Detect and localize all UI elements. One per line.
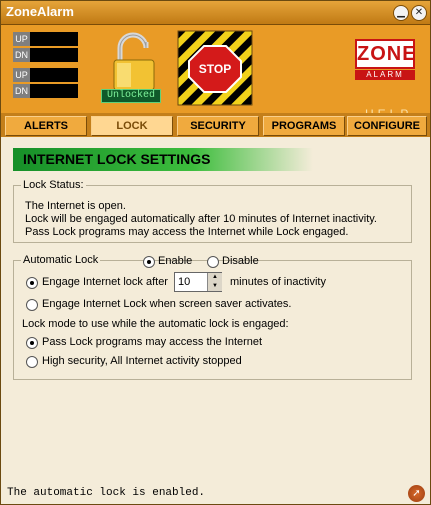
lock-status-indicator: Unlocked	[101, 89, 161, 103]
traffic-bar	[30, 32, 78, 46]
panel-title: INTERNET LOCK SETTINGS	[23, 151, 211, 167]
arrow-button-icon[interactable]: ➚	[408, 485, 425, 502]
logo-alarm: ALARM	[355, 70, 415, 80]
traffic-bar	[30, 84, 78, 98]
tab-programs[interactable]: PROGRAMS	[263, 116, 345, 136]
zonealarm-logo	[355, 39, 415, 80]
status-text: The automatic lock is enabled.	[7, 487, 206, 499]
minutes-stepper[interactable]	[174, 272, 222, 292]
padlock-open-icon[interactable]	[111, 32, 157, 92]
dn-label: DN	[15, 86, 28, 96]
window-title: ZoneAlarm	[6, 4, 74, 19]
tab-bar	[1, 113, 430, 137]
up-label: UP	[13, 32, 30, 46]
high-security-label[interactable]: High security, All Internet activity stopped	[42, 355, 242, 367]
stop-label: STOP	[198, 62, 232, 76]
lock-status-line-3: Pass Lock programs may access the Internet while Lock engaged.	[25, 226, 349, 238]
engage-after-radio[interactable]	[26, 277, 38, 289]
engage-after-label[interactable]: Engage Internet lock after	[42, 276, 168, 288]
lock-mode-prompt: Lock mode to use while the automatic lock is engaged:	[22, 318, 289, 330]
close-button[interactable]: ✕	[411, 5, 427, 21]
enable-label[interactable]: Enable	[158, 255, 193, 267]
download-meter-2	[13, 84, 78, 98]
minimize-button[interactable]: ▁	[393, 5, 409, 21]
stepper-up-arrow-icon[interactable]: ▲	[207, 273, 222, 282]
traffic-bar	[30, 68, 78, 82]
download-meter-1	[13, 48, 78, 62]
lock-status-legend: Lock Status:	[23, 179, 84, 191]
lock-status-line-2: Lock will be engaged automatically after 10 minutes of Internet inactivity.	[25, 213, 377, 225]
minutes-input[interactable]	[175, 273, 205, 291]
panel-header	[13, 148, 313, 171]
pass-lock-label[interactable]: Pass Lock programs may access the Internet	[42, 336, 263, 348]
high-security-radio[interactable]	[26, 356, 38, 368]
disable-label[interactable]: Disable	[222, 255, 259, 267]
screensaver-radio[interactable]	[26, 299, 38, 311]
title-bar[interactable]	[1, 1, 430, 25]
control-panel	[1, 25, 430, 113]
tab-lock[interactable]: LOCK	[91, 116, 173, 136]
dn-label: DN	[15, 50, 28, 60]
tab-alerts[interactable]: ALERTS	[5, 116, 87, 136]
upload-meter-1	[13, 32, 78, 46]
minutes-suffix: minutes of inactivity	[230, 276, 326, 288]
screensaver-label[interactable]: Engage Internet Lock when screen saver activates.	[42, 298, 292, 310]
tab-security[interactable]: SECURITY	[177, 116, 259, 136]
enable-radio[interactable]	[143, 256, 155, 268]
lock-status-line-1: The Internet is open.	[25, 200, 126, 212]
pass-lock-radio[interactable]	[26, 337, 38, 349]
automatic-lock-legend: Automatic Lock	[23, 254, 99, 266]
stepper-down-arrow-icon[interactable]: ▼	[207, 282, 222, 291]
stop-button[interactable]	[177, 30, 253, 106]
disable-radio[interactable]	[207, 256, 219, 268]
upload-meter-2	[13, 68, 78, 82]
up-label: UP	[13, 68, 30, 82]
tab-configure[interactable]: CONFIGURE	[347, 116, 427, 136]
traffic-bar	[30, 48, 78, 62]
logo-zone: ZONE	[355, 39, 415, 69]
